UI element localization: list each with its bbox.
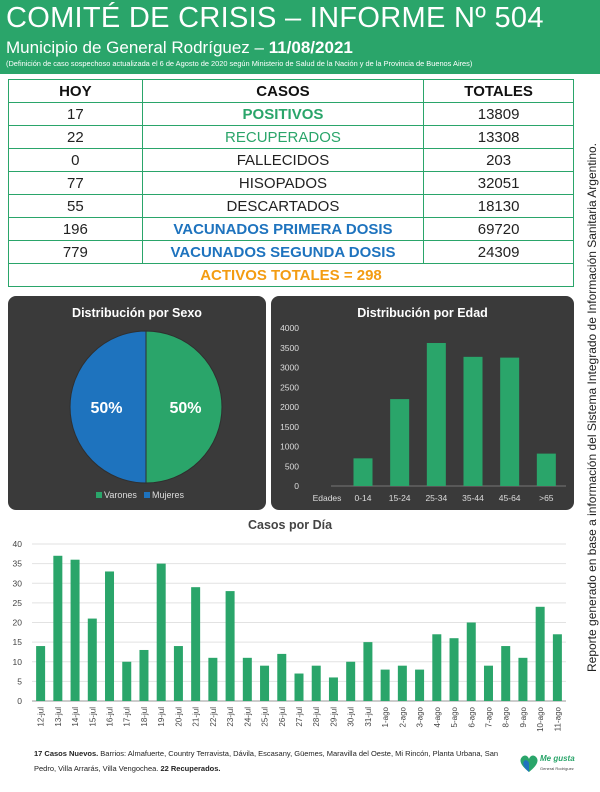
sex-pie-chart — [8, 296, 266, 510]
y-tick-label: 0 — [294, 481, 299, 491]
x-tick-label: 0-14 — [354, 493, 372, 503]
x-tick-label: 25-34 — [425, 493, 448, 503]
age-chart-title: Distribución por Edad — [357, 306, 488, 320]
daily-bar — [208, 658, 217, 701]
table-row — [9, 241, 574, 264]
x-tick-label: 21-jul — [191, 707, 201, 727]
row-hoy: 22 — [9, 126, 143, 149]
row-hoy: 779 — [9, 241, 143, 264]
age-bar — [500, 358, 519, 486]
daily-bar — [432, 634, 441, 701]
legend-swatch — [144, 492, 150, 498]
x-tick-label: 4-ago — [432, 707, 442, 728]
y-tick-label: 20 — [12, 617, 22, 628]
x-tick-label: 15-24 — [388, 493, 411, 503]
y-tick-label: 15 — [12, 637, 22, 648]
age-bar — [537, 454, 556, 486]
row-caso: POSITIVOS — [142, 103, 424, 126]
x-tick-label: 12-jul — [36, 707, 46, 727]
pie-value-label: 50% — [90, 400, 123, 417]
daily-bar — [381, 670, 390, 701]
x-tick-label: >65 — [539, 493, 554, 503]
y-tick-label: 500 — [284, 461, 299, 472]
daily-bar — [36, 646, 45, 701]
report-title: COMITÉ DE CRISIS – INFORME Nº 504 — [6, 2, 544, 34]
logo-heart-icon — [518, 752, 540, 774]
x-tick-label: 2-ago — [398, 707, 408, 728]
table-row — [9, 218, 574, 241]
daily-bar — [277, 654, 286, 701]
recovered-count: 22 Recuperados. — [160, 764, 221, 773]
x-tick-label: 35-44 — [462, 493, 484, 503]
row-total: 18130 — [424, 195, 574, 218]
x-tick-label: 5-ago — [450, 707, 460, 728]
y-tick-label: 5 — [17, 676, 22, 687]
activos-row — [9, 264, 574, 287]
x-tick-label: 45-64 — [498, 493, 521, 503]
x-tick-label: 9-ago — [518, 707, 528, 728]
table-row — [9, 195, 574, 218]
daily-bar — [553, 634, 562, 701]
y-tick-label: 2000 — [280, 402, 299, 412]
x-tick-label: 7-ago — [484, 707, 494, 728]
new-cases-count: 17 Casos Nuevos. — [34, 749, 99, 758]
legend-label: Mujeres — [152, 490, 185, 500]
daily-bar — [329, 677, 338, 701]
x-tick-label: 10-ago — [536, 707, 546, 732]
x-tick-label: 16-jul — [105, 707, 115, 727]
row-caso: VACUNADOS PRIMERA DOSIS — [142, 218, 424, 241]
x-tick-label: 13-jul — [53, 707, 63, 727]
activos-totales: ACTIVOS TOTALES = 298 — [9, 264, 574, 287]
row-caso: FALLECIDOS — [142, 149, 424, 172]
x-tick-label: 28-jul — [312, 707, 322, 727]
row-total: 13809 — [424, 103, 574, 126]
daily-bar-chart — [0, 535, 580, 745]
daily-bar — [295, 674, 304, 701]
header-banner — [0, 0, 600, 74]
pie-value-label: 50% — [169, 400, 202, 417]
daily-bar — [346, 662, 355, 701]
age-bar — [427, 343, 446, 486]
report-subtitle — [6, 38, 353, 58]
x-tick-label: 25-jul — [260, 707, 270, 727]
cases-table — [8, 79, 574, 287]
y-tick-label: 40 — [12, 539, 22, 549]
x-tick-label: 18-jul — [139, 707, 149, 727]
x-tick-label: 23-jul — [226, 707, 236, 727]
x-tick-label: 15-jul — [88, 707, 98, 727]
x-tick-label: 14-jul — [71, 707, 81, 727]
daily-bar — [398, 666, 407, 701]
y-tick-label: 10 — [12, 656, 22, 667]
report-date: 11/08/2021 — [268, 38, 353, 57]
x-tick-label: 1-ago — [381, 707, 391, 728]
x-tick-label: 6-ago — [467, 707, 477, 728]
x-tick-label: 22-jul — [208, 707, 218, 727]
x-tick-label: 8-ago — [501, 707, 511, 728]
daily-bar — [191, 587, 200, 701]
logo — [518, 748, 578, 786]
municipality: Municipio de General Rodríguez – — [6, 38, 269, 57]
column-header-totales: TOTALES — [424, 80, 574, 103]
daily-bar — [105, 571, 114, 701]
daily-bar — [122, 662, 131, 701]
daily-chart-title: Casos por Día — [247, 518, 333, 532]
x-tick-label: 27-jul — [295, 707, 304, 727]
age-bar — [464, 357, 483, 486]
x-tick-label: 30-jul — [346, 707, 356, 727]
x-axis-label: Edades — [312, 493, 342, 503]
row-hoy: 77 — [9, 172, 143, 195]
row-caso: HISOPADOS — [142, 172, 424, 195]
logo-text: Me gusta — [540, 754, 575, 763]
x-tick-label: 26-jul — [277, 707, 287, 727]
y-tick-label: 0 — [17, 696, 22, 706]
daily-bar — [536, 607, 545, 701]
daily-bar — [450, 638, 459, 701]
daily-bar — [363, 642, 372, 701]
row-hoy: 0 — [9, 149, 143, 172]
table-row — [9, 103, 574, 126]
row-total: 32051 — [424, 172, 574, 195]
daily-bar — [501, 646, 510, 701]
y-tick-label: 1500 — [280, 421, 299, 432]
row-caso: DESCARTADOS — [142, 195, 424, 218]
x-tick-label: 17-jul — [122, 707, 132, 727]
daily-bar — [174, 646, 183, 701]
y-tick-label: 35 — [12, 558, 22, 569]
age-distribution-panel — [271, 296, 574, 510]
column-header-hoy: HOY — [9, 80, 143, 103]
daily-bar — [139, 650, 148, 701]
age-bar-chart — [271, 296, 574, 510]
table-row — [9, 126, 574, 149]
row-total: 203 — [424, 149, 574, 172]
sex-distribution-panel — [8, 296, 266, 510]
daily-bar — [71, 560, 80, 701]
row-caso: RECUPERADOS — [142, 126, 424, 149]
barrios-list: Barrios: Almafuerte, Country Terravista, Dávila, Escasany, Güemes, Maravilla del Oeste, Mi Rincón, Planta Urbana, San Pedro, Villa Arrarás, Villa Vengochea. — [34, 749, 499, 773]
daily-bar — [157, 564, 166, 701]
y-tick-label: 2500 — [280, 382, 299, 393]
daily-bar — [467, 623, 476, 702]
daily-bar — [518, 658, 527, 701]
daily-bar — [312, 666, 321, 701]
column-header-casos: CASOS — [142, 80, 424, 103]
logo-subtext: General Rodríguez — [540, 766, 574, 771]
x-tick-label: 11-ago — [553, 707, 563, 732]
y-tick-label: 30 — [12, 578, 22, 589]
x-tick-label: 3-ago — [415, 707, 425, 728]
daily-bar — [88, 619, 97, 701]
row-hoy: 17 — [9, 103, 143, 126]
footer-note — [34, 746, 504, 776]
y-tick-label: 3500 — [280, 342, 299, 353]
table-header-row — [9, 80, 574, 103]
table-row — [9, 149, 574, 172]
daily-bar — [243, 658, 252, 701]
y-tick-label: 1000 — [280, 441, 299, 452]
y-tick-label: 4000 — [280, 323, 299, 333]
age-bar — [390, 399, 409, 486]
daily-bar — [226, 591, 235, 701]
y-tick-label: 3000 — [280, 362, 299, 373]
x-tick-label: 20-jul — [174, 707, 184, 727]
side-note: Reporte generado en base a información del Sistema Integrado de Información Sanitaria Argentino. — [585, 143, 599, 672]
daily-bar — [53, 556, 62, 701]
definition-note: (Definición de caso sospechoso actualizada el 6 de Agosto de 2020 según Ministerio de Salud de la Nación y de la Provincia de Buenos Aires) — [6, 59, 473, 68]
legend-label: Varones — [104, 490, 137, 500]
row-hoy: 196 — [9, 218, 143, 241]
daily-bar — [415, 670, 424, 701]
sex-chart-title: Distribución por Sexo — [72, 306, 202, 320]
daily-bar — [484, 666, 493, 701]
row-total: 69720 — [424, 218, 574, 241]
table-row — [9, 172, 574, 195]
daily-bar — [260, 666, 269, 701]
x-tick-label: 19-jul — [157, 707, 167, 727]
x-tick-label: 24-jul — [243, 707, 253, 727]
x-tick-label: 29-jul — [329, 707, 339, 727]
age-bar — [354, 458, 373, 486]
x-tick-label: 31-jul — [363, 707, 373, 727]
row-caso: VACUNADOS SEGUNDA DOSIS — [142, 241, 424, 264]
row-total: 24309 — [424, 241, 574, 264]
y-tick-label: 25 — [12, 597, 22, 608]
row-hoy: 55 — [9, 195, 143, 218]
row-total: 13308 — [424, 126, 574, 149]
legend-swatch — [96, 492, 102, 498]
